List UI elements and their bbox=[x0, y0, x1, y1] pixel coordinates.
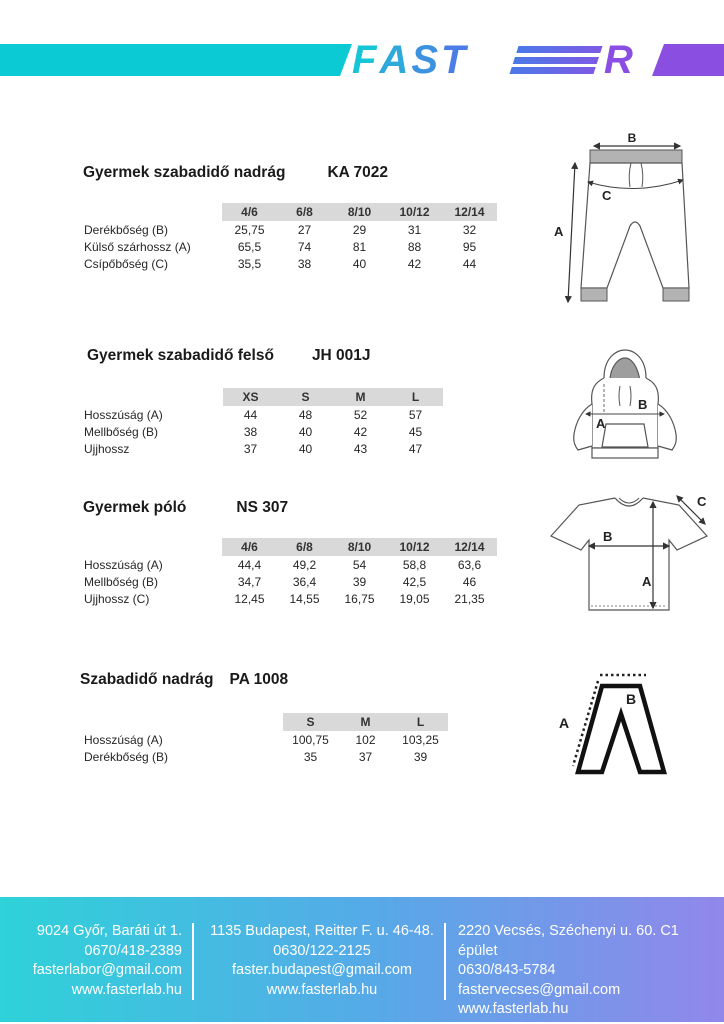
measure-label-b: B bbox=[626, 691, 637, 707]
logo-letter-r: R bbox=[604, 38, 633, 82]
size-value-cell: 31 bbox=[407, 222, 422, 237]
size-value-cell: 38 bbox=[243, 424, 258, 439]
logo-letter: T bbox=[441, 38, 469, 82]
table-row bbox=[84, 556, 497, 573]
column-header: L bbox=[388, 388, 443, 406]
table-header-row bbox=[84, 203, 497, 221]
table-row bbox=[84, 573, 497, 590]
logo-e-stripe bbox=[513, 57, 599, 64]
footer-location-vecses bbox=[458, 922, 710, 1020]
section-title-tshirt bbox=[83, 499, 288, 517]
size-value-cell: 57 bbox=[408, 407, 423, 422]
size-value-cell: 35 bbox=[303, 749, 318, 764]
measure-label-a: A bbox=[554, 224, 564, 239]
size-value-cell: 39 bbox=[352, 574, 367, 589]
column-header: L bbox=[393, 713, 448, 731]
measure-label-b: B bbox=[638, 397, 648, 412]
header-purple-block bbox=[652, 44, 724, 76]
measure-label-c: C bbox=[602, 188, 612, 203]
footer-website: www.fasterlab.hu bbox=[266, 981, 378, 998]
row-label: Hosszúság (A) bbox=[84, 557, 163, 572]
column-header: 10/12 bbox=[387, 538, 442, 556]
size-value-cell: 102 bbox=[355, 732, 376, 747]
column-header: 4/6 bbox=[222, 203, 277, 221]
column-header: 6/8 bbox=[277, 203, 332, 221]
size-table-pants bbox=[84, 713, 448, 765]
measure-label-a: A bbox=[642, 574, 652, 589]
logo-letter: S bbox=[411, 38, 442, 82]
column-header: 4/6 bbox=[222, 538, 277, 556]
logo-e-stripe bbox=[509, 67, 595, 74]
column-header: 8/10 bbox=[332, 538, 387, 556]
row-label: Derékbőség (B) bbox=[84, 749, 169, 764]
measure-label-b: B bbox=[627, 131, 637, 145]
row-label: Hosszúság (A) bbox=[84, 407, 163, 422]
column-header: 8/10 bbox=[332, 203, 387, 221]
size-table-tshirt bbox=[84, 538, 497, 607]
size-table-hoodie bbox=[84, 388, 443, 457]
product-name: Gyermek szabadidő nadrág bbox=[83, 164, 286, 181]
measure-label-b: B bbox=[603, 529, 613, 544]
column-header: XS bbox=[223, 388, 278, 406]
header-teal-bar bbox=[0, 44, 352, 76]
joggers-diagram bbox=[552, 130, 708, 320]
column-header: M bbox=[338, 713, 393, 731]
size-value-cell: 63,6 bbox=[457, 557, 482, 572]
size-value-cell: 12,45 bbox=[234, 591, 265, 606]
column-header: 6/8 bbox=[277, 538, 332, 556]
hoodie-diagram bbox=[552, 346, 702, 474]
table-row bbox=[84, 238, 497, 255]
product-code: JH 001J bbox=[311, 347, 371, 364]
size-value-cell: 65,5 bbox=[237, 239, 262, 254]
size-value-cell: 42 bbox=[407, 256, 422, 271]
size-value-cell: 14,55 bbox=[289, 591, 320, 606]
size-value-cell: 29 bbox=[352, 222, 367, 237]
size-value-cell: 39 bbox=[413, 749, 428, 764]
footer-website: www.fasterlab.hu bbox=[458, 1001, 569, 1017]
size-value-cell: 88 bbox=[407, 239, 422, 254]
logo-letter: F bbox=[352, 38, 380, 82]
size-value-cell: 81 bbox=[352, 239, 367, 254]
table-header-row bbox=[84, 388, 443, 406]
size-value-cell: 46 bbox=[462, 574, 477, 589]
logo-e-stripe bbox=[516, 46, 602, 53]
row-label: Csípőbőség (C) bbox=[84, 256, 169, 271]
footer-phone: 0670/418-2389 bbox=[84, 942, 182, 959]
row-label: Külső szárhossz (A) bbox=[84, 239, 191, 254]
size-value-cell: 32 bbox=[462, 222, 477, 237]
size-value-cell: 21,35 bbox=[454, 591, 485, 606]
size-value-cell: 42,5 bbox=[402, 574, 427, 589]
size-value-cell: 44 bbox=[243, 407, 258, 422]
size-value-cell: 54 bbox=[352, 557, 367, 572]
product-code: PA 1008 bbox=[229, 671, 289, 688]
row-label: Hosszúság (A) bbox=[84, 732, 163, 747]
faster-logo-text bbox=[352, 40, 468, 80]
size-value-cell: 35,5 bbox=[237, 256, 262, 271]
footer-website: www.fasterlab.hu bbox=[71, 981, 182, 998]
size-value-cell: 52 bbox=[353, 407, 368, 422]
product-name: Gyermek szabadidő felső bbox=[87, 347, 274, 364]
footer-contact-bar bbox=[0, 897, 724, 1022]
section-title-pants bbox=[80, 671, 288, 689]
footer-email: fasterlabor@gmail.com bbox=[32, 962, 182, 978]
footer-address: 2220 Vecsés, Széchenyi u. 60. C1 épület bbox=[458, 923, 679, 959]
size-value-cell: 43 bbox=[353, 441, 368, 456]
row-label: Ujjhossz (C) bbox=[84, 591, 150, 606]
size-value-cell: 58,8 bbox=[402, 557, 427, 572]
logo-letter: A bbox=[379, 38, 412, 82]
size-value-cell: 44,4 bbox=[237, 557, 262, 572]
section-title-hoodie bbox=[87, 347, 371, 365]
size-value-cell: 36,4 bbox=[292, 574, 317, 589]
measure-label-c: C bbox=[697, 494, 707, 509]
size-value-cell: 40 bbox=[298, 441, 313, 456]
table-row bbox=[84, 748, 448, 765]
table-row bbox=[84, 731, 448, 748]
footer-email: fastervecses@gmail.com bbox=[458, 981, 621, 998]
footer-location-gyor bbox=[18, 922, 182, 1000]
size-value-cell: 34,7 bbox=[237, 574, 262, 589]
tshirt-diagram bbox=[545, 490, 723, 617]
size-table-joggers bbox=[84, 203, 497, 272]
size-value-cell: 25,75 bbox=[234, 222, 265, 237]
pants-outline-diagram bbox=[558, 666, 678, 784]
table-header-row bbox=[84, 538, 497, 556]
measure-label-a: A bbox=[596, 416, 606, 431]
size-value-cell: 103,25 bbox=[402, 732, 439, 747]
logo-e-stripes-icon bbox=[509, 46, 602, 74]
footer-address: 1135 Budapest, Reitter F. u. 46-48. bbox=[210, 923, 434, 939]
size-value-cell: 40 bbox=[298, 424, 313, 439]
product-code: KA 7022 bbox=[327, 164, 389, 181]
size-value-cell: 37 bbox=[243, 441, 258, 456]
row-label: Derékbőség (B) bbox=[84, 222, 169, 237]
footer-phone: 0630/122-2125 bbox=[273, 942, 371, 959]
table-row bbox=[84, 406, 443, 423]
size-value-cell: 38 bbox=[297, 256, 312, 271]
size-value-cell: 47 bbox=[408, 441, 423, 456]
footer-location-budapest bbox=[200, 922, 444, 1000]
footer-phone: 0630/843-5784 bbox=[458, 962, 556, 978]
size-value-cell: 42 bbox=[353, 424, 368, 439]
size-value-cell: 48 bbox=[298, 407, 313, 422]
size-value-cell: 95 bbox=[462, 239, 477, 254]
product-code: NS 307 bbox=[236, 499, 289, 516]
column-header: 12/14 bbox=[442, 203, 497, 221]
table-header-row bbox=[84, 713, 448, 731]
footer-divider bbox=[192, 923, 194, 1000]
column-header: S bbox=[278, 388, 333, 406]
footer-email: faster.budapest@gmail.com bbox=[232, 962, 412, 978]
footer-divider bbox=[444, 923, 446, 1000]
size-value-cell: 40 bbox=[352, 256, 367, 271]
table-row bbox=[84, 423, 443, 440]
row-label: Mellbőség (B) bbox=[84, 424, 159, 439]
product-name: Gyermek póló bbox=[83, 499, 187, 516]
size-value-cell: 16,75 bbox=[344, 591, 375, 606]
size-value-cell: 100,75 bbox=[292, 732, 329, 747]
section-title-joggers bbox=[83, 164, 388, 182]
table-row bbox=[84, 590, 497, 607]
table-row bbox=[84, 440, 443, 457]
footer-address: 9024 Győr, Baráti út 1. bbox=[36, 923, 182, 939]
table-row bbox=[84, 221, 497, 238]
size-value-cell: 44 bbox=[462, 256, 477, 271]
size-value-cell: 19,05 bbox=[399, 591, 430, 606]
column-header: S bbox=[283, 713, 338, 731]
row-label: Mellbőség (B) bbox=[84, 574, 159, 589]
product-name: Szabadidő nadrág bbox=[80, 671, 214, 688]
row-label: Ujjhossz bbox=[84, 441, 130, 456]
column-header: 12/14 bbox=[442, 538, 497, 556]
column-header: M bbox=[333, 388, 388, 406]
size-value-cell: 27 bbox=[297, 222, 312, 237]
size-value-cell: 37 bbox=[358, 749, 373, 764]
measure-label-a: A bbox=[559, 715, 570, 731]
size-value-cell: 74 bbox=[297, 239, 312, 254]
column-header: 10/12 bbox=[387, 203, 442, 221]
table-row bbox=[84, 255, 497, 272]
size-value-cell: 45 bbox=[408, 424, 423, 439]
size-value-cell: 49,2 bbox=[292, 557, 317, 572]
